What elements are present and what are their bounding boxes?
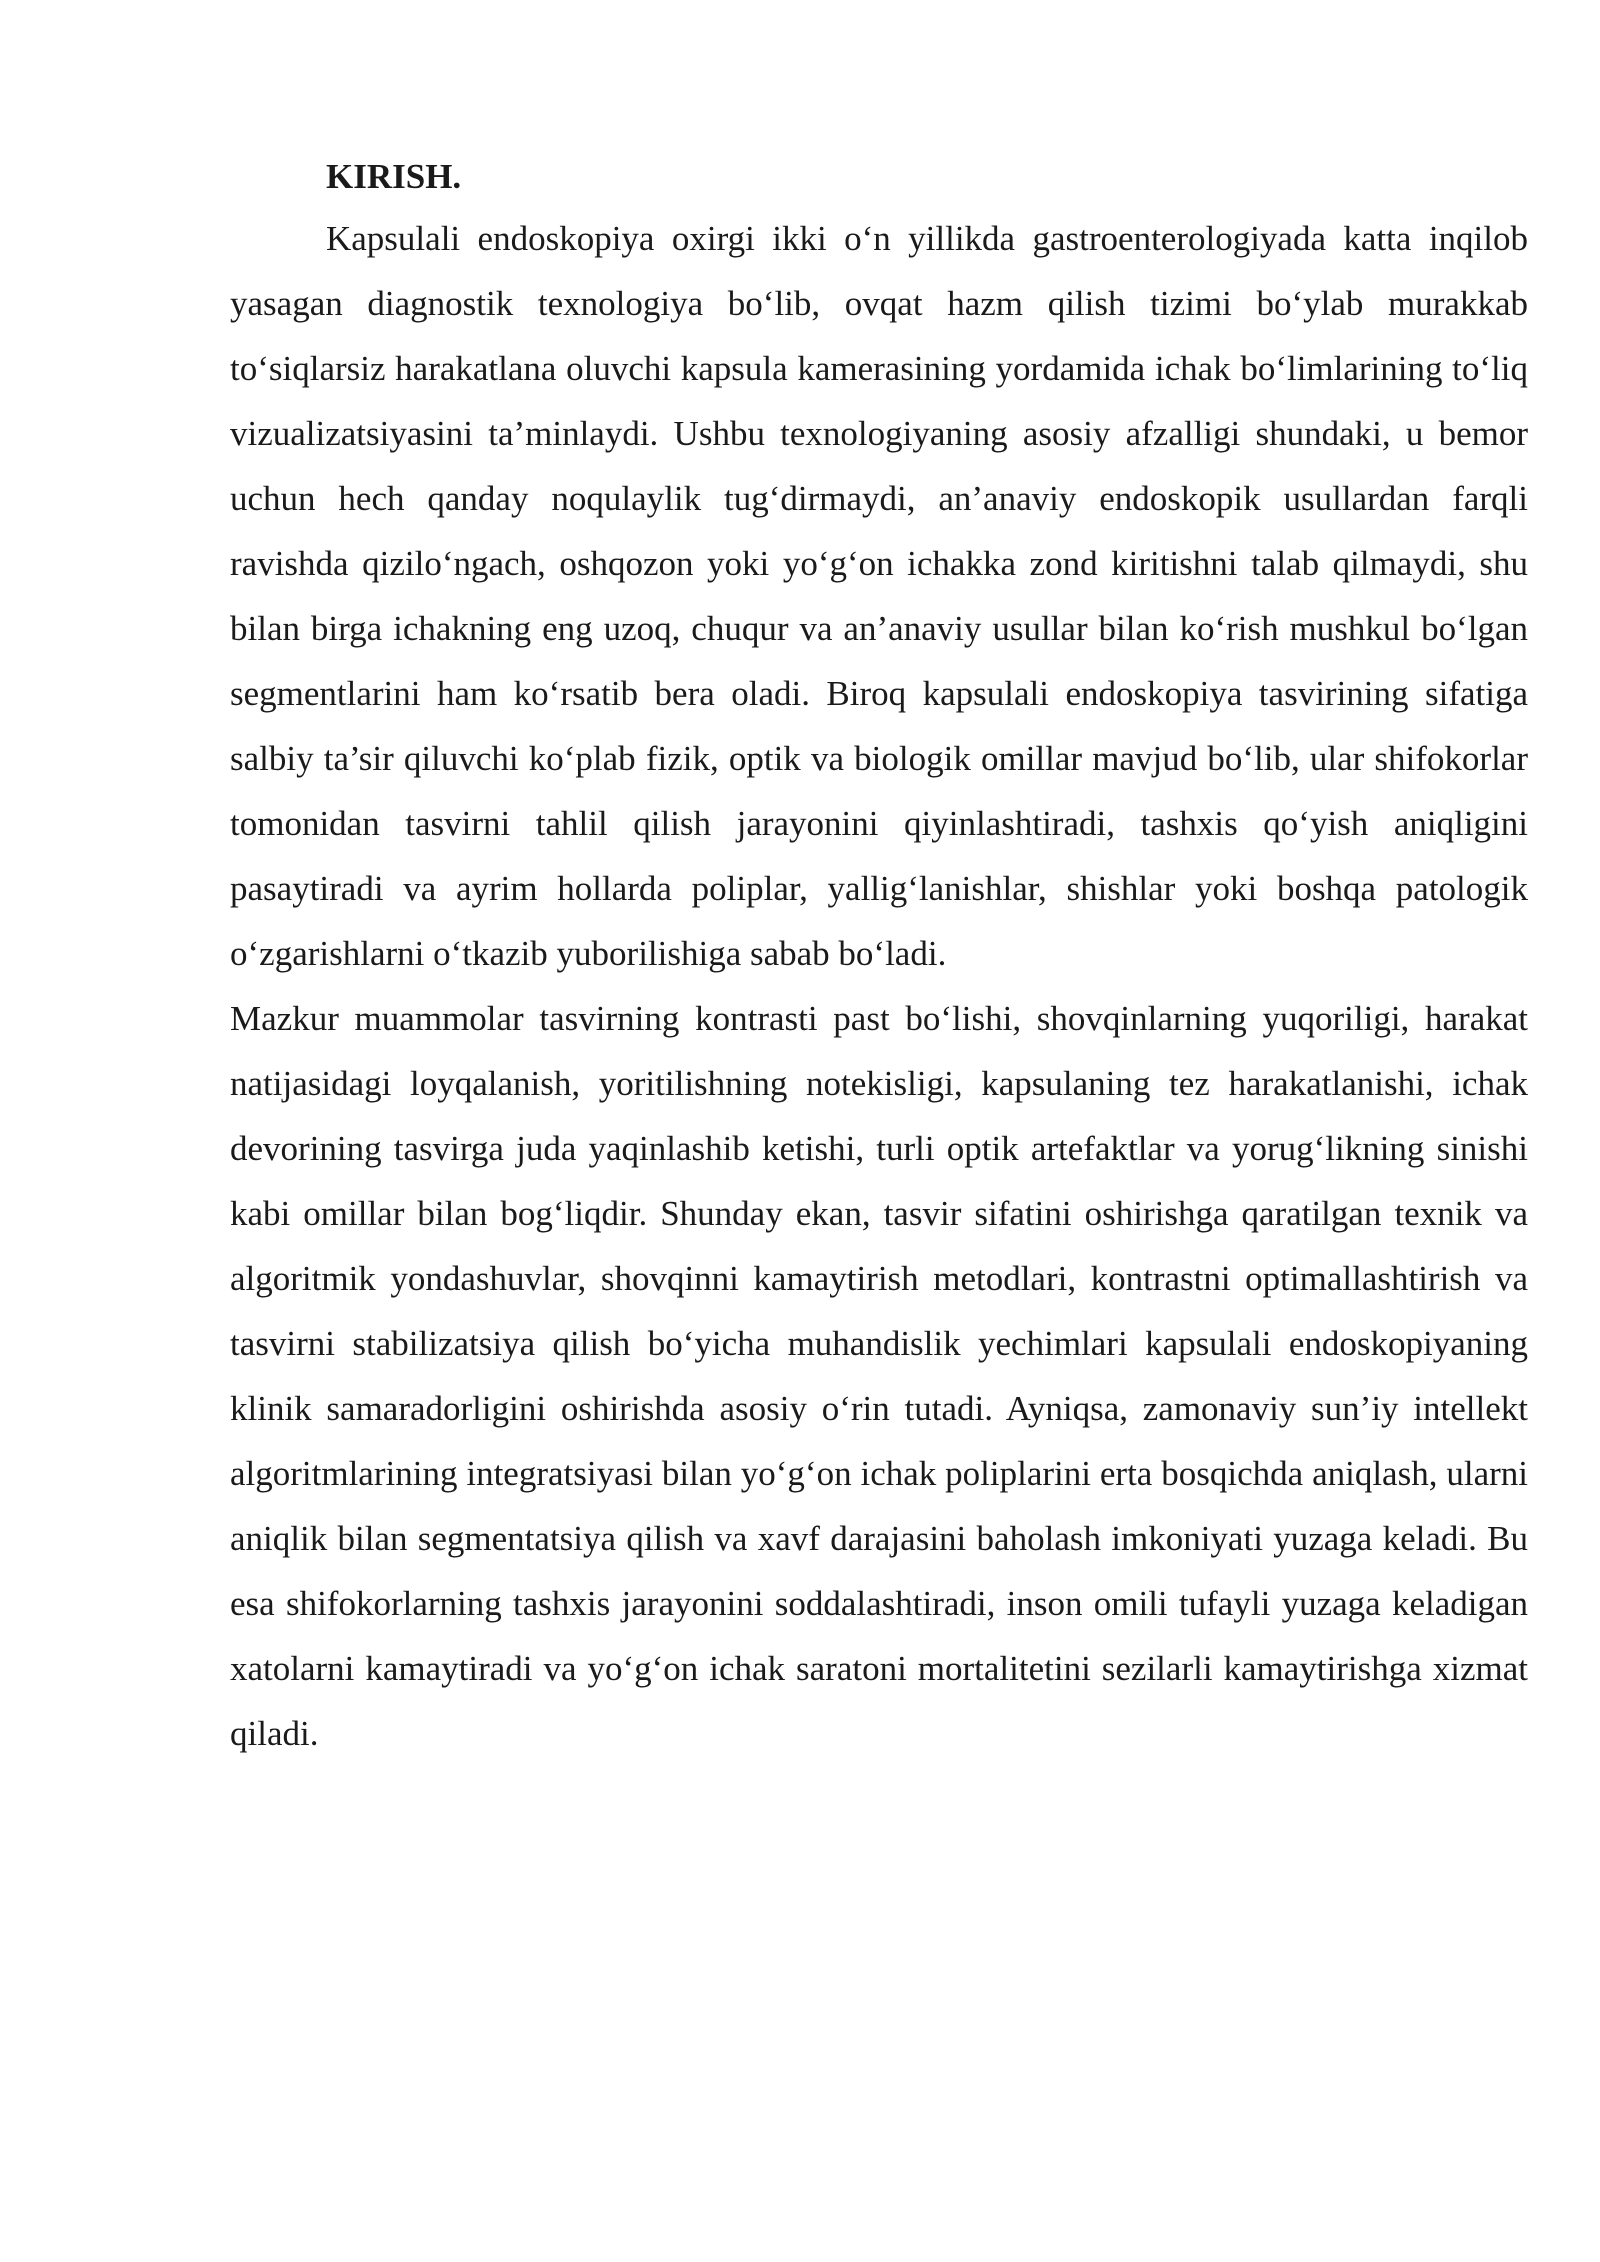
document-body xyxy=(230,148,1528,1766)
paragraph-intro: Kapsulali endoskopiya oxirgi ikki o‘n yillikda gastroenterologiyada katta inqilob yasagan diagnostik texnologiya bo‘lib, ovqat hazm qilish tizimi bo‘ylab murakkab to‘siqlarsiz harakatlana oluvchi kapsula kamerasining yordamida ichak bo‘limlarining to‘liq vizualizatsiyasini ta’minlaydi. Ushbu texnologiyaning asosiy afzalligi shundaki, u bemor uchun hech qanday noqulaylik tug‘dirmaydi, an’anaviy endoskopik usullardan farqli ravishda qizilo‘ngach, oshqozon yoki yo‘g‘on ichakka zond kiritishni talab qilmaydi, shu bilan birga ichakning eng uzoq, chuqur va an’anaviy usullar bilan ko‘rish mushkul bo‘lgan segmentlarini ham ko‘rsatib bera oladi. Biroq kapsulali endoskopiya tasvirining sifatiga salbiy ta’sir qiluvchi ko‘plab fizik, optik va biologik omillar mavjud bo‘lib, ular shifokorlar tomonidan tasvirni tahlil qilish jarayonini qiyinlashtiradi, tashxis qo‘yish aniqligini pasaytiradi va ayrim hollarda poliplar, yallig‘lanishlar, shishlar yoki boshqa patologik o‘zgarishlarni o‘tkazib yuborilishiga sabab bo‘ladi. xyxy=(230,219,1528,973)
paragraph-problems: Mazkur muammolar tasvirning kontrasti past bo‘lishi, shovqinlarning yuqoriligi, harakat natijasidagi loyqalanish, yoritilishning notekisligi, kapsulaning tez harakatlanishi, ichak devorining tasvirga juda yaqinlashib ketishi, turli optik artefaktlar va yorug‘likning sinishi kabi omillar bilan bog‘liqdir. Shunday ekan, tasvir sifatini oshirishga qaratilgan texnik va algoritmik yondashuvlar, shovqinni kamaytirish metodlari, kontrastni optimallashtirish va tasvirni stabilizatsiya qilish bo‘yicha muhandislik yechimlari kapsulali endoskopiyaning klinik samaradorligini oshirishda asosiy o‘rin tutadi. Ayniqsa, zamonaviy sun’iy intellekt algoritmlarining integratsiyasi bilan yo‘g‘on ichak poliplarini erta bosqichda aniqlash, ularni aniqlik bilan segmentatsiya qilish va xavf darajasini baholash imkoniyati yuzaga keladi. Bu esa shifokorlarning tashxis jarayonini soddalashtiradi, inson omili tufayli yuzaga keladigan xatolarni kamaytiradi va yo‘g‘on ichak saratoni mortalitetini sezilarli kamaytirishga xizmat qiladi. xyxy=(230,999,1528,1753)
section-heading: KIRISH. xyxy=(326,157,462,196)
